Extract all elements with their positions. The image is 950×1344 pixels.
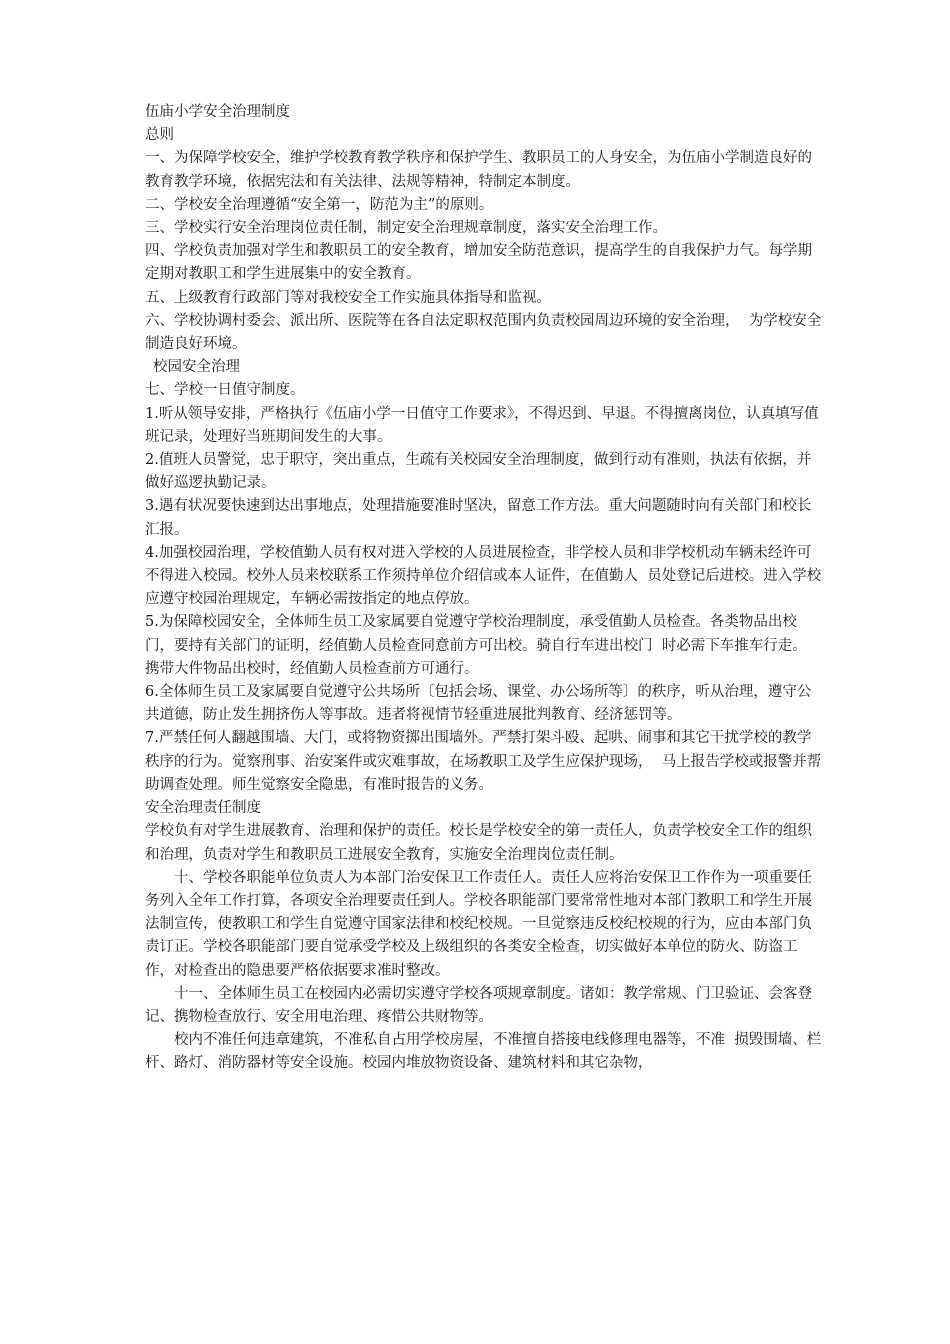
responsibility-paragraph-construction: 校内不准任何违章建筑，不准私自占用学校房屋，不准擅自搭接电线修理电器等，不准 损毁围墙、栏杆、路灯、消防器材等安全设施。校园内堆放物资设备、建筑材料和其它杂物， — [145, 1032, 822, 1072]
responsibility-paragraph-1: 学校负有对学生进展教育、治理和保护的责任。校长是学校安全的第一责任人，负责学校安全工作的组织和治理，负责对学生和教职员工进展安全教育，实施安全治理岗位责任制。 — [145, 823, 812, 863]
general-clause-3: 三、学校实行安全治理岗位责任制，制定安全治理规章制度，落实安全治理工作。 — [145, 220, 667, 237]
document-title: 伍庙小学安全治理制度 — [145, 104, 290, 120]
duty-heading: 七、学校一日值守制度。 — [145, 382, 305, 399]
responsibility-paragraph-10: 十、学校各职能单位负责人为本部门治安保卫工作责任人。责任人应将治安保卫工作作为一项重要任务列入全年工作打算，各项安全治理要责任到人。学校各职能部门要常常性地对本部门教职工和学生开展法制宣传，使教职工和学生自觉遵守国家法律和校纪校规。一旦觉察违反校纪校规的行为，应由本部门负责订正。学校各职能部门要自觉承受学校及上级组织的各类安全检查，切实做好本单位的防火、防盗工作，对检查出的隐患要严格依据要求准时整改。 — [145, 869, 812, 979]
duty-item-5: 5.为保障校园安全，全体师生员工及家属要自觉遵守学校治理制度，承受值勤人员检查。各类物品出校门，要持有关部门的证明，经值勤人员检查同意前方可出校。骑自行车进出校门 时必需下车推车行走。 携带大件物品出校时，经值勤人员检查前方可通行。 — [145, 614, 816, 677]
duty-item-4: 4.加强校园治理，学校值勤人员有权对进入学校的人员进展检查，非学校人员和非学校机动车辆未经许可不得进入校园。校外人员来校联系工作须持单位介绍信或本人证件，在值勤人 员处登记后进校。进入学校应遵守校园治理规定，车辆必需按指定的地点停放。 — [145, 544, 822, 608]
duty-item-7: 7.严禁任何人翻越围墙、大门，或将物资掷出围墙外。严禁打架斗殴、起哄、闹事和其它干扰学校的教学秩序的行为。觉察刑事、治安案件或灾难事故，在场教职工及学生应保护现场， 马上报告学校或报警并帮助调查处理。师生觉察安全隐患，有准时报告的义务。 — [145, 730, 822, 793]
duty-item-6: 6.全体师生员工及家属要自觉遵守公共场所〔包括会场、课堂、办公场所等〕的秩序，听从治理，遵守公共道德，防止发生拥挤伤人等事故。违者将视情节轻重进展批判教育、经济惩罚等。 — [145, 684, 812, 724]
responsibility-paragraph-11: 十一、全体师生员工在校园内必需切实遵守学校各项规章制度。诸如：教学常规、门卫验证、会客登记、携物检查放行、安全用电治理、疼惜公共财物等。 — [145, 985, 812, 1025]
general-clause-5: 五、上级教育行政部门等对我校安全工作实施具体指导和监视。 — [145, 289, 551, 306]
general-clause-2: 二、学校安全治理遵循“安全第一，防范为主”的原则。 — [145, 196, 494, 213]
section-heading-general: 总则 — [145, 127, 174, 144]
duty-item-2: 2.值班人员警觉，忠于职守，突出重点，生疏有关校园安全治理制度，做到行动有准则，执法有依据，并做好巡逻执勤记录。 — [145, 452, 812, 492]
general-clause-6: 六、学校协调村委会、派出所、医院等在各自法定职权范围内负责校园周边环境的安全治理， 为学校安全制造良好环境。 — [145, 312, 822, 353]
document-page — [145, 101, 825, 1076]
section-heading-responsibility: 安全治理责任制度 — [145, 800, 261, 817]
general-clause-4: 四、学校负责加强对学生和教职员工的安全教育，增加安全防范意识，提高学生的自我保护力气。每学期定期对教职工和学生进展集中的安全教育。 — [145, 243, 812, 283]
general-clause-1: 一、为保障学校安全，维护学校教育教学秩序和保护学生、教职员工的人身安全，为伍庙小学制造良好的教育教学环境，依据宪法和有关法律、法规等精神，特制定本制度。 — [145, 150, 812, 190]
duty-item-3: 3.遇有状况要快速到达出事地点，处理措施要准时坚决，留意工作方法。重大问题随时向有关部门和校长汇报。 — [145, 498, 812, 538]
duty-item-1: 1.听从领导安排，严格执行《伍庙小学一日值守工作要求》，不得迟到、早退。不得擅离岗位，认真填写值班记录，处理好当班期间发生的大事。 — [145, 405, 819, 445]
section-heading-campus: 校园安全治理 — [153, 359, 240, 376]
